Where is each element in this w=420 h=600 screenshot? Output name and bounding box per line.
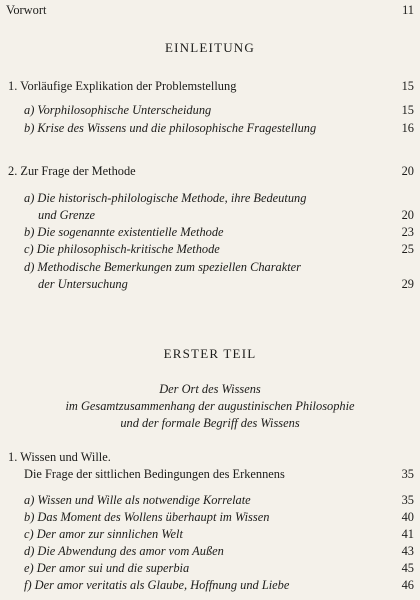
toc-entry-page: 41 — [401, 527, 414, 541]
toc-entry-p1-f[interactable] — [0, 577, 420, 593]
toc-entry-label: 1. Wissen und Wille. — [8, 450, 111, 464]
toc-entry-label-cont: Die Frage der sittlichen Bedingungen des Erkennens — [24, 467, 285, 481]
toc-entry-label: e) Der amor sui und die superbia — [24, 561, 190, 575]
toc-entry-page: 23 — [401, 225, 414, 239]
toc-entry-page: 15 — [401, 103, 414, 117]
toc-entry-page: 20 — [401, 164, 414, 178]
toc-entry-label: b) Die sogenannte existentielle Methode — [24, 225, 224, 239]
toc-entry-page: 15 — [401, 79, 414, 93]
toc-entry-label: c) Die philosophisch-kritische Methode — [24, 242, 220, 256]
toc-entry-page: 11 — [402, 3, 414, 17]
toc-entry-label-cont: der Untersuchung — [38, 277, 128, 291]
toc-entry-p1-c[interactable] — [0, 526, 420, 542]
part-subtitle-line-2: im Gesamtzusammenhang der augustinischen Philosophie — [65, 399, 355, 413]
toc-entry-2a[interactable] — [0, 190, 420, 206]
section-heading-einleitung: EINLEITUNG — [165, 40, 255, 55]
toc-entry-page: 35 — [401, 493, 414, 507]
toc-entry-label: Vorwort — [6, 3, 47, 17]
toc-entry-label: 1. Vorläufige Explikation der Problemstellung — [8, 79, 237, 93]
toc-entry-2c[interactable] — [0, 241, 420, 257]
toc-entry-2d[interactable] — [0, 259, 420, 275]
toc-entry-page: 20 — [401, 208, 414, 222]
toc-entry-part1-section-1-cont[interactable] — [0, 466, 420, 482]
toc-entry-2d-cont[interactable] — [0, 276, 420, 292]
toc-entry-label: d) Die Abwendung des amor vom Außen — [24, 544, 224, 558]
part-subtitle-line-1: Der Ort des Wissens — [159, 382, 261, 396]
toc-entry-section-2[interactable] — [0, 163, 420, 179]
toc-entry-label: f) Der amor veritatis als Glaube, Hoffnung und Liebe — [24, 578, 290, 592]
toc-entry-label: b) Krise des Wissens und die philosophische Fragestellung — [24, 121, 317, 135]
toc-entry-section-1[interactable] — [0, 78, 420, 94]
toc-entry-vorwort[interactable] — [0, 2, 420, 18]
toc-entry-page: 35 — [401, 467, 414, 481]
toc-entry-1a[interactable] — [0, 102, 420, 118]
section-heading-erster-teil: ERSTER TEIL — [163, 346, 257, 361]
toc-entry-label: a) Wissen und Wille als notwendige Korrelate — [24, 493, 251, 507]
toc-entry-p1-d[interactable] — [0, 543, 420, 559]
toc-entry-2b[interactable] — [0, 224, 420, 240]
toc-entry-page: 29 — [401, 277, 414, 291]
toc-entry-page: 43 — [401, 544, 414, 558]
toc-entry-2a-cont[interactable] — [0, 207, 420, 223]
toc-entry-part1-section-1[interactable] — [0, 449, 420, 465]
toc-entry-page: 46 — [401, 578, 414, 592]
toc-entry-label-cont: und Grenze — [38, 208, 96, 222]
part-subtitle-line-3: und der formale Begriff des Wissens — [120, 416, 300, 430]
toc-entry-label: a) Vorphilosophische Unterscheidung — [24, 103, 212, 117]
toc-entry-page: 45 — [401, 561, 414, 575]
toc-entry-label: a) Die historisch-philologische Methode, ihre Bedeutung — [24, 191, 307, 205]
toc-entry-label: 2. Zur Frage der Methode — [8, 164, 136, 178]
toc-entry-page: 16 — [401, 121, 414, 135]
toc-entry-page: 40 — [401, 510, 414, 524]
toc-entry-label: c) Der amor zur sinnlichen Welt — [24, 527, 183, 541]
toc-entry-label: d) Methodische Bemerkungen zum speziellen Charakter — [24, 260, 301, 274]
toc-entry-label: b) Das Moment des Wollens überhaupt im Wissen — [24, 510, 270, 524]
toc-entry-p1-a[interactable] — [0, 492, 420, 508]
toc-entry-p1-e[interactable] — [0, 560, 420, 576]
toc-entry-p1-b[interactable] — [0, 509, 420, 525]
toc-entry-1b[interactable] — [0, 120, 420, 136]
toc-entry-page: 25 — [401, 242, 414, 256]
